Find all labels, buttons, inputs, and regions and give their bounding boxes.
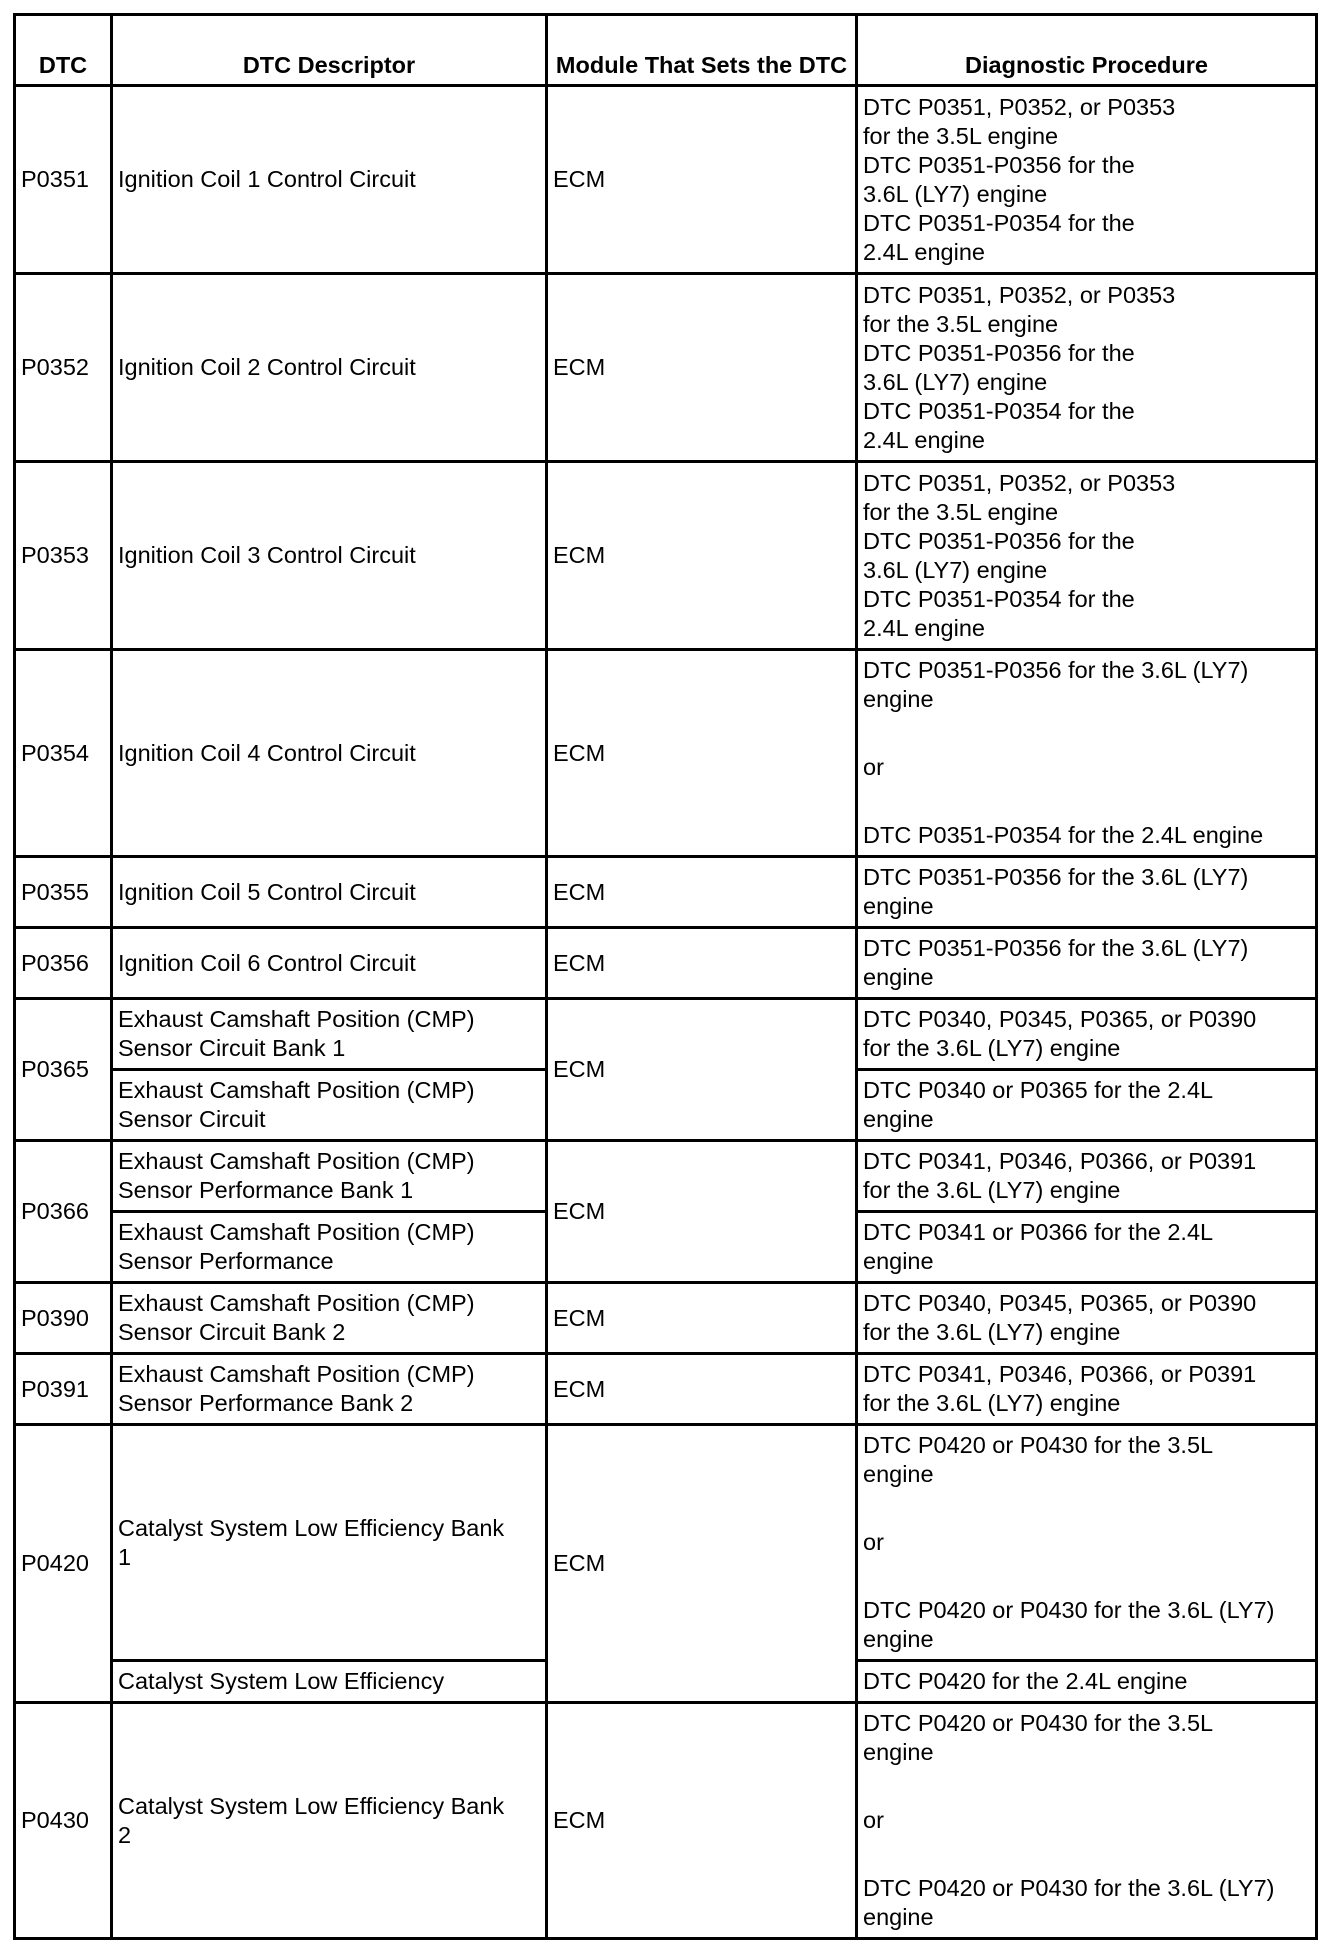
dtc-descriptor bbox=[112, 1703, 547, 1939]
procedure-line: DTC P0351-P0356 for the bbox=[863, 527, 1135, 554]
procedure-line: DTC P0420 or P0430 for the 3.6L (LY7) bbox=[863, 1875, 1275, 1901]
descriptor-line: Exhaust Camshaft Position (CMP) bbox=[118, 1290, 475, 1316]
dtc-descriptor: Ignition Coil 5 Control Circuit bbox=[112, 857, 547, 928]
diagnostic-procedure bbox=[857, 86, 1317, 274]
procedure-line: 2.4L engine bbox=[863, 614, 985, 641]
procedure-line: DTC P0351-P0356 for the 3.6L (LY7) bbox=[863, 657, 1249, 683]
module: ECM bbox=[547, 1703, 857, 1939]
procedure-line: DTC P0340, P0345, P0365, or P0390 bbox=[863, 1006, 1257, 1032]
dtc-descriptor bbox=[112, 1425, 547, 1661]
procedure-line: DTC P0420 or P0430 for the 3.5L bbox=[863, 1432, 1214, 1458]
procedure-line: 3.6L (LY7) engine bbox=[863, 556, 1048, 583]
descriptor-line: Catalyst System Low Efficiency Bank bbox=[118, 1514, 505, 1541]
dtc-descriptor: Ignition Coil 2 Control Circuit bbox=[112, 274, 547, 462]
procedure-line: DTC P0351-P0354 for the bbox=[863, 397, 1135, 424]
procedure-line: DTC P0351-P0354 for the 2.4L engine bbox=[863, 822, 1264, 848]
table-row bbox=[15, 1703, 1317, 1939]
diagnostic-procedure bbox=[857, 928, 1317, 999]
procedure-line: for the 3.6L (LY7) engine bbox=[863, 1035, 1121, 1061]
procedure-line: engine bbox=[863, 893, 934, 919]
procedure-line: 3.6L (LY7) engine bbox=[863, 180, 1048, 207]
descriptor-line: Sensor Performance Bank 2 bbox=[118, 1390, 414, 1416]
diagnostic-procedure bbox=[857, 650, 1317, 857]
descriptor-line: Sensor Circuit Bank 2 bbox=[118, 1319, 346, 1345]
dtc-code: P0352 bbox=[15, 274, 112, 462]
procedure-line: DTC P0351, P0352, or P0353 bbox=[863, 281, 1176, 308]
descriptor-line: Exhaust Camshaft Position (CMP) bbox=[118, 1219, 475, 1245]
table-row bbox=[15, 1283, 1317, 1354]
procedure-line: engine bbox=[863, 1904, 934, 1930]
procedure-line: engine bbox=[863, 1106, 934, 1132]
module: ECM bbox=[547, 1141, 857, 1283]
procedure-line: engine bbox=[863, 1248, 934, 1274]
procedure-line: engine bbox=[863, 686, 934, 712]
header-descriptor: DTC Descriptor bbox=[112, 15, 547, 86]
procedure-line: DTC P0341, P0346, P0366, or P0391 bbox=[863, 1361, 1257, 1387]
diagnostic-procedure bbox=[857, 1703, 1317, 1939]
procedure-line: engine bbox=[863, 964, 934, 990]
descriptor-line: Catalyst System Low Efficiency Bank bbox=[118, 1792, 505, 1819]
descriptor-line: Sensor Performance Bank 1 bbox=[118, 1177, 414, 1203]
table-row bbox=[15, 650, 1317, 857]
descriptor-line: Sensor Circuit bbox=[118, 1106, 266, 1132]
dtc-code: P0420 bbox=[15, 1425, 112, 1703]
module: ECM bbox=[547, 274, 857, 462]
dtc-descriptor: Ignition Coil 4 Control Circuit bbox=[112, 650, 547, 857]
procedure-line: engine bbox=[863, 1739, 934, 1765]
table-row bbox=[15, 857, 1317, 928]
diagnostic-procedure bbox=[857, 1141, 1317, 1212]
procedure-line: DTC P0351-P0356 for the bbox=[863, 339, 1135, 366]
procedure-line: 2.4L engine bbox=[863, 426, 985, 453]
procedure-line: or bbox=[863, 754, 884, 780]
module: ECM bbox=[547, 999, 857, 1141]
dtc-descriptor: Catalyst System Low Efficiency bbox=[112, 1661, 547, 1703]
procedure-line: 3.6L (LY7) engine bbox=[863, 368, 1048, 395]
diagnostic-procedure bbox=[857, 1283, 1317, 1354]
descriptor-line: Exhaust Camshaft Position (CMP) bbox=[118, 1006, 475, 1032]
dtc-code: P0430 bbox=[15, 1703, 112, 1939]
table-row bbox=[15, 462, 1317, 650]
descriptor-line: 2 bbox=[118, 1821, 132, 1848]
table-row bbox=[15, 274, 1317, 462]
descriptor-line: Sensor Performance bbox=[118, 1248, 334, 1274]
table-row bbox=[15, 1354, 1317, 1425]
procedure-line: DTC P0340, P0345, P0365, or P0390 bbox=[863, 1290, 1257, 1316]
dtc-code: P0391 bbox=[15, 1354, 112, 1425]
procedure-line: engine bbox=[863, 1626, 934, 1652]
diagnostic-procedure bbox=[857, 857, 1317, 928]
dtc-table bbox=[13, 13, 1318, 1940]
procedure-line: DTC P0351-P0356 for the 3.6L (LY7) bbox=[863, 864, 1249, 890]
procedure-line: DTC P0351-P0354 for the bbox=[863, 585, 1135, 612]
header-dtc: DTC bbox=[15, 15, 112, 86]
table-row bbox=[15, 1141, 1317, 1212]
diagnostic-procedure bbox=[857, 1425, 1317, 1661]
module: ECM bbox=[547, 928, 857, 999]
module: ECM bbox=[547, 650, 857, 857]
dtc-code: P0353 bbox=[15, 462, 112, 650]
procedure-line: DTC P0341, P0346, P0366, or P0391 bbox=[863, 1148, 1257, 1174]
diagnostic-procedure bbox=[857, 1354, 1317, 1425]
module: ECM bbox=[547, 86, 857, 274]
module: ECM bbox=[547, 1354, 857, 1425]
dtc-descriptor bbox=[112, 999, 547, 1070]
descriptor-line: Exhaust Camshaft Position (CMP) bbox=[118, 1361, 475, 1387]
diagnostic-procedure bbox=[857, 1212, 1317, 1283]
procedure-line: for the 3.6L (LY7) engine bbox=[863, 1319, 1121, 1345]
dtc-descriptor: Ignition Coil 6 Control Circuit bbox=[112, 928, 547, 999]
table-row bbox=[15, 928, 1317, 999]
header-row bbox=[15, 15, 1317, 86]
dtc-code: P0365 bbox=[15, 999, 112, 1141]
diagnostic-procedure bbox=[857, 1070, 1317, 1141]
dtc-descriptor bbox=[112, 1141, 547, 1212]
module: ECM bbox=[547, 462, 857, 650]
procedure-line: DTC P0420 or P0430 for the 3.5L bbox=[863, 1710, 1214, 1736]
procedure-line: DTC P0351, P0352, or P0353 bbox=[863, 469, 1176, 496]
procedure-line: for the 3.5L engine bbox=[863, 498, 1059, 525]
table-row bbox=[15, 1425, 1317, 1661]
diagnostic-procedure bbox=[857, 462, 1317, 650]
procedure-line: engine bbox=[863, 1461, 934, 1487]
procedure-line: for the 3.6L (LY7) engine bbox=[863, 1390, 1121, 1416]
table-row bbox=[15, 999, 1317, 1070]
dtc-descriptor bbox=[112, 1070, 547, 1141]
procedure-line: DTC P0341 or P0366 for the 2.4L bbox=[863, 1219, 1214, 1245]
descriptor-line: Sensor Circuit Bank 1 bbox=[118, 1035, 346, 1061]
procedure-line: DTC P0340 or P0365 for the 2.4L bbox=[863, 1077, 1214, 1103]
module: ECM bbox=[547, 1283, 857, 1354]
descriptor-line: Exhaust Camshaft Position (CMP) bbox=[118, 1148, 475, 1174]
table-row bbox=[15, 86, 1317, 274]
dtc-descriptor: Ignition Coil 1 Control Circuit bbox=[112, 86, 547, 274]
procedure-line: DTC P0351-P0356 for the 3.6L (LY7) bbox=[863, 935, 1249, 961]
header-module: Module That Sets the DTC bbox=[547, 15, 857, 86]
procedure-line: 2.4L engine bbox=[863, 238, 985, 265]
procedure-line: DTC P0420 for the 2.4L engine bbox=[863, 1668, 1188, 1694]
dtc-code: P0354 bbox=[15, 650, 112, 857]
module: ECM bbox=[547, 1425, 857, 1703]
procedure-line: for the 3.5L engine bbox=[863, 122, 1059, 149]
procedure-line: for the 3.5L engine bbox=[863, 310, 1059, 337]
procedure-line: DTC P0420 or P0430 for the 3.6L (LY7) bbox=[863, 1597, 1275, 1623]
procedure-line: or bbox=[863, 1807, 884, 1833]
descriptor-line: Exhaust Camshaft Position (CMP) bbox=[118, 1077, 475, 1103]
diagnostic-procedure bbox=[857, 1661, 1317, 1703]
dtc-code: P0390 bbox=[15, 1283, 112, 1354]
procedure-line: for the 3.6L (LY7) engine bbox=[863, 1177, 1121, 1203]
dtc-code: P0366 bbox=[15, 1141, 112, 1283]
dtc-code: P0356 bbox=[15, 928, 112, 999]
procedure-line: DTC P0351-P0354 for the bbox=[863, 209, 1135, 236]
dtc-descriptor bbox=[112, 1283, 547, 1354]
diagnostic-procedure bbox=[857, 999, 1317, 1070]
procedure-line: DTC P0351-P0356 for the bbox=[863, 151, 1135, 178]
header-procedure: Diagnostic Procedure bbox=[857, 15, 1317, 86]
dtc-code: P0355 bbox=[15, 857, 112, 928]
dtc-descriptor bbox=[112, 1212, 547, 1283]
module: ECM bbox=[547, 857, 857, 928]
dtc-code: P0351 bbox=[15, 86, 112, 274]
dtc-descriptor: Ignition Coil 3 Control Circuit bbox=[112, 462, 547, 650]
procedure-line: or bbox=[863, 1529, 884, 1555]
dtc-descriptor bbox=[112, 1354, 547, 1425]
diagnostic-procedure bbox=[857, 274, 1317, 462]
descriptor-line: 1 bbox=[118, 1543, 132, 1570]
procedure-line: DTC P0351, P0352, or P0353 bbox=[863, 93, 1176, 120]
